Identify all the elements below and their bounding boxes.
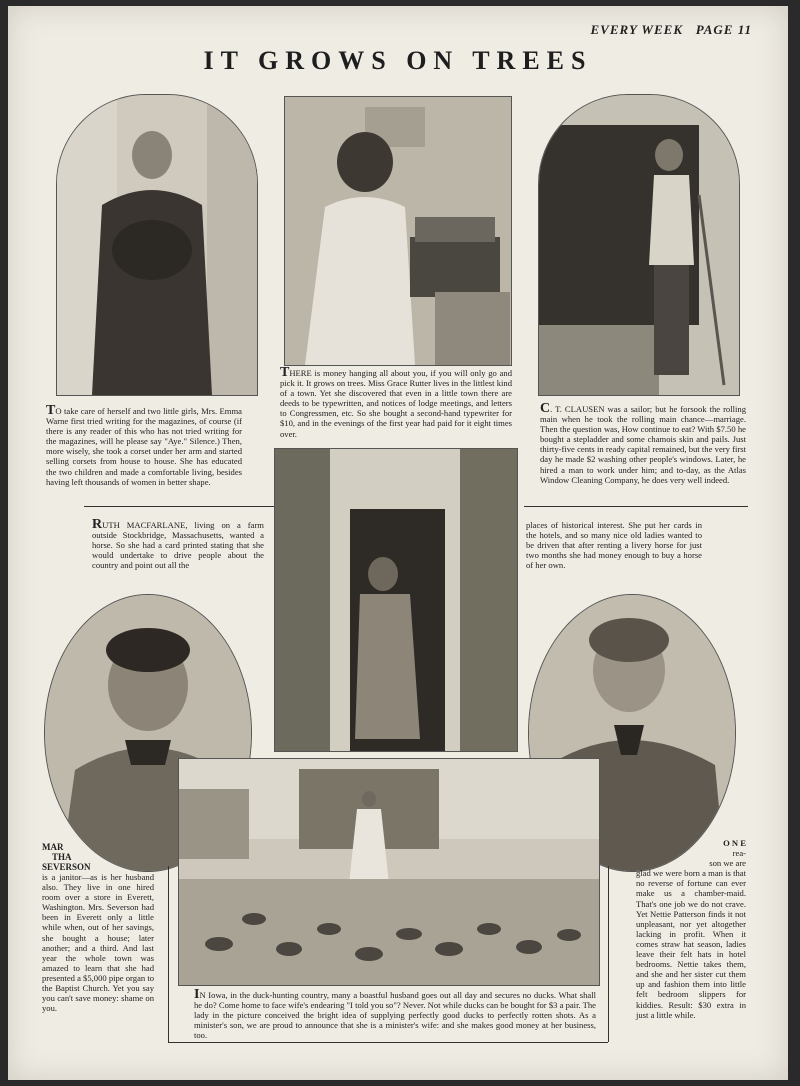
rule-left xyxy=(84,506,274,507)
iowa-story: IN Iowa, in the duck-hunting country, many a boastful husband goes out all day and secures no ducks. What shall he do? Come home to face wife's endearing "I told you so"? Never. Not while ducks can be bought for $3 a pair. The lady in the picture conceived the bright idea of supplying perfectly good ducks to perfectly rotten shots. As a minister's son, we are proud to announce that she is a minister's wife: and she makes good money at her business, too. xyxy=(194,987,596,1041)
macfarlane-story-left: RUTH MACFARLANE, living on a farm outside Stockbridge, Massachusetts, wanted a horse. So she had a card printed stating that she would undertake to drive people about the country and point out all the xyxy=(92,517,264,571)
warne-story: TO take care of herself and two little girls, Mrs. Emma Warne first tried writing for the magazines, of course (if there is any reader of this who has not tried writing for the magazines, will he please say "Aye." Silence.) Then, more wisely, she took a corset under her arm and started selling corsets from house to house. She has educated the two children and made a comfortable living, besides having left thousands of women in better shape. xyxy=(46,403,242,487)
rule-right xyxy=(524,506,748,507)
magazine-page xyxy=(8,6,788,1080)
page-title: IT GROWS ON TREES xyxy=(203,46,593,75)
rutter-photo xyxy=(284,96,512,366)
warne-photo xyxy=(56,94,258,396)
clausen-story: C. T. CLAUSEN was a sailor; but he forsook the rolling main when he took the rolling main chance—marriage. Then the question was, How continue to eat? With $7.50 he bought a stepladder and some chamois skin and pails. Just thirty-five cents in ready capital remained, but the very first day he made $2 washing other people's windows. Later, he hired a man to work under him; and to-day, as the Atlas Window Cleaning Company, he does very well indeed. xyxy=(540,401,746,485)
vertical-rule-left xyxy=(168,866,169,1042)
macfarlane-story-right: places of historical interest. She put her cards in the hotels, and so many nice old ladies wanted to be driven that after renting a livery horse for just two months she had money enough to buy a horse of her own. xyxy=(526,520,702,571)
macfarlane-photo xyxy=(274,448,518,752)
vertical-rule-right xyxy=(608,866,609,1042)
rutter-story: THERE is money hanging all about you, if you will only go and pick it. It grows on trees. Miss Grace Rutter lives in the littlest kind of a town. Yet she discovered that even in a little town there are deeds to be typewritten, and notices of lodge meetings, and letters to Congressmen, etc. So she bought a second-hand typewriter for $10, and in the evenings of the first year had paid for it eight times over. xyxy=(280,365,512,439)
ducks-photo xyxy=(178,758,600,986)
severson-caption-heading: MAR THA SEVERSON xyxy=(42,842,91,872)
bottom-rule-left xyxy=(168,1042,608,1043)
clausen-photo xyxy=(538,94,740,396)
patterson-story: O N E rea- son we are glad we were born a man is that no reverse of fortune can ever make us a chamber-maid. That's one job we do not crave. Yet Nettie Patterson finds it not unpleasant, nor yet altogether lacking in profit. When it comes straw hat season, ladies leave their felt hats in hotel bedrooms. Nettie takes them, and she and her sister cut them up and fashion them into little felt bedroom slippers for kiddies. Result: $30 extra in just a little while. xyxy=(636,838,746,1020)
publication-name: EVERY WEEK xyxy=(590,22,683,37)
severson-story: MAR THA SEVERSON is a janitor—as is her husband also. They live in one hired room over a store in Everett, Washington. Mrs. Severson had been in Everett only a little while when, out of her savings, she bought a house; later another; and a third. And last year the whole town was amazed to learn that she had presented a $5,000 pipe organ to the Baptist Church. Yet you say you can't save money: shame on you. xyxy=(42,842,155,1014)
patterson-caption-heading: O N E rea- son we are xyxy=(709,838,746,869)
page-number: PAGE 11 xyxy=(695,22,752,37)
page-header xyxy=(591,22,753,38)
